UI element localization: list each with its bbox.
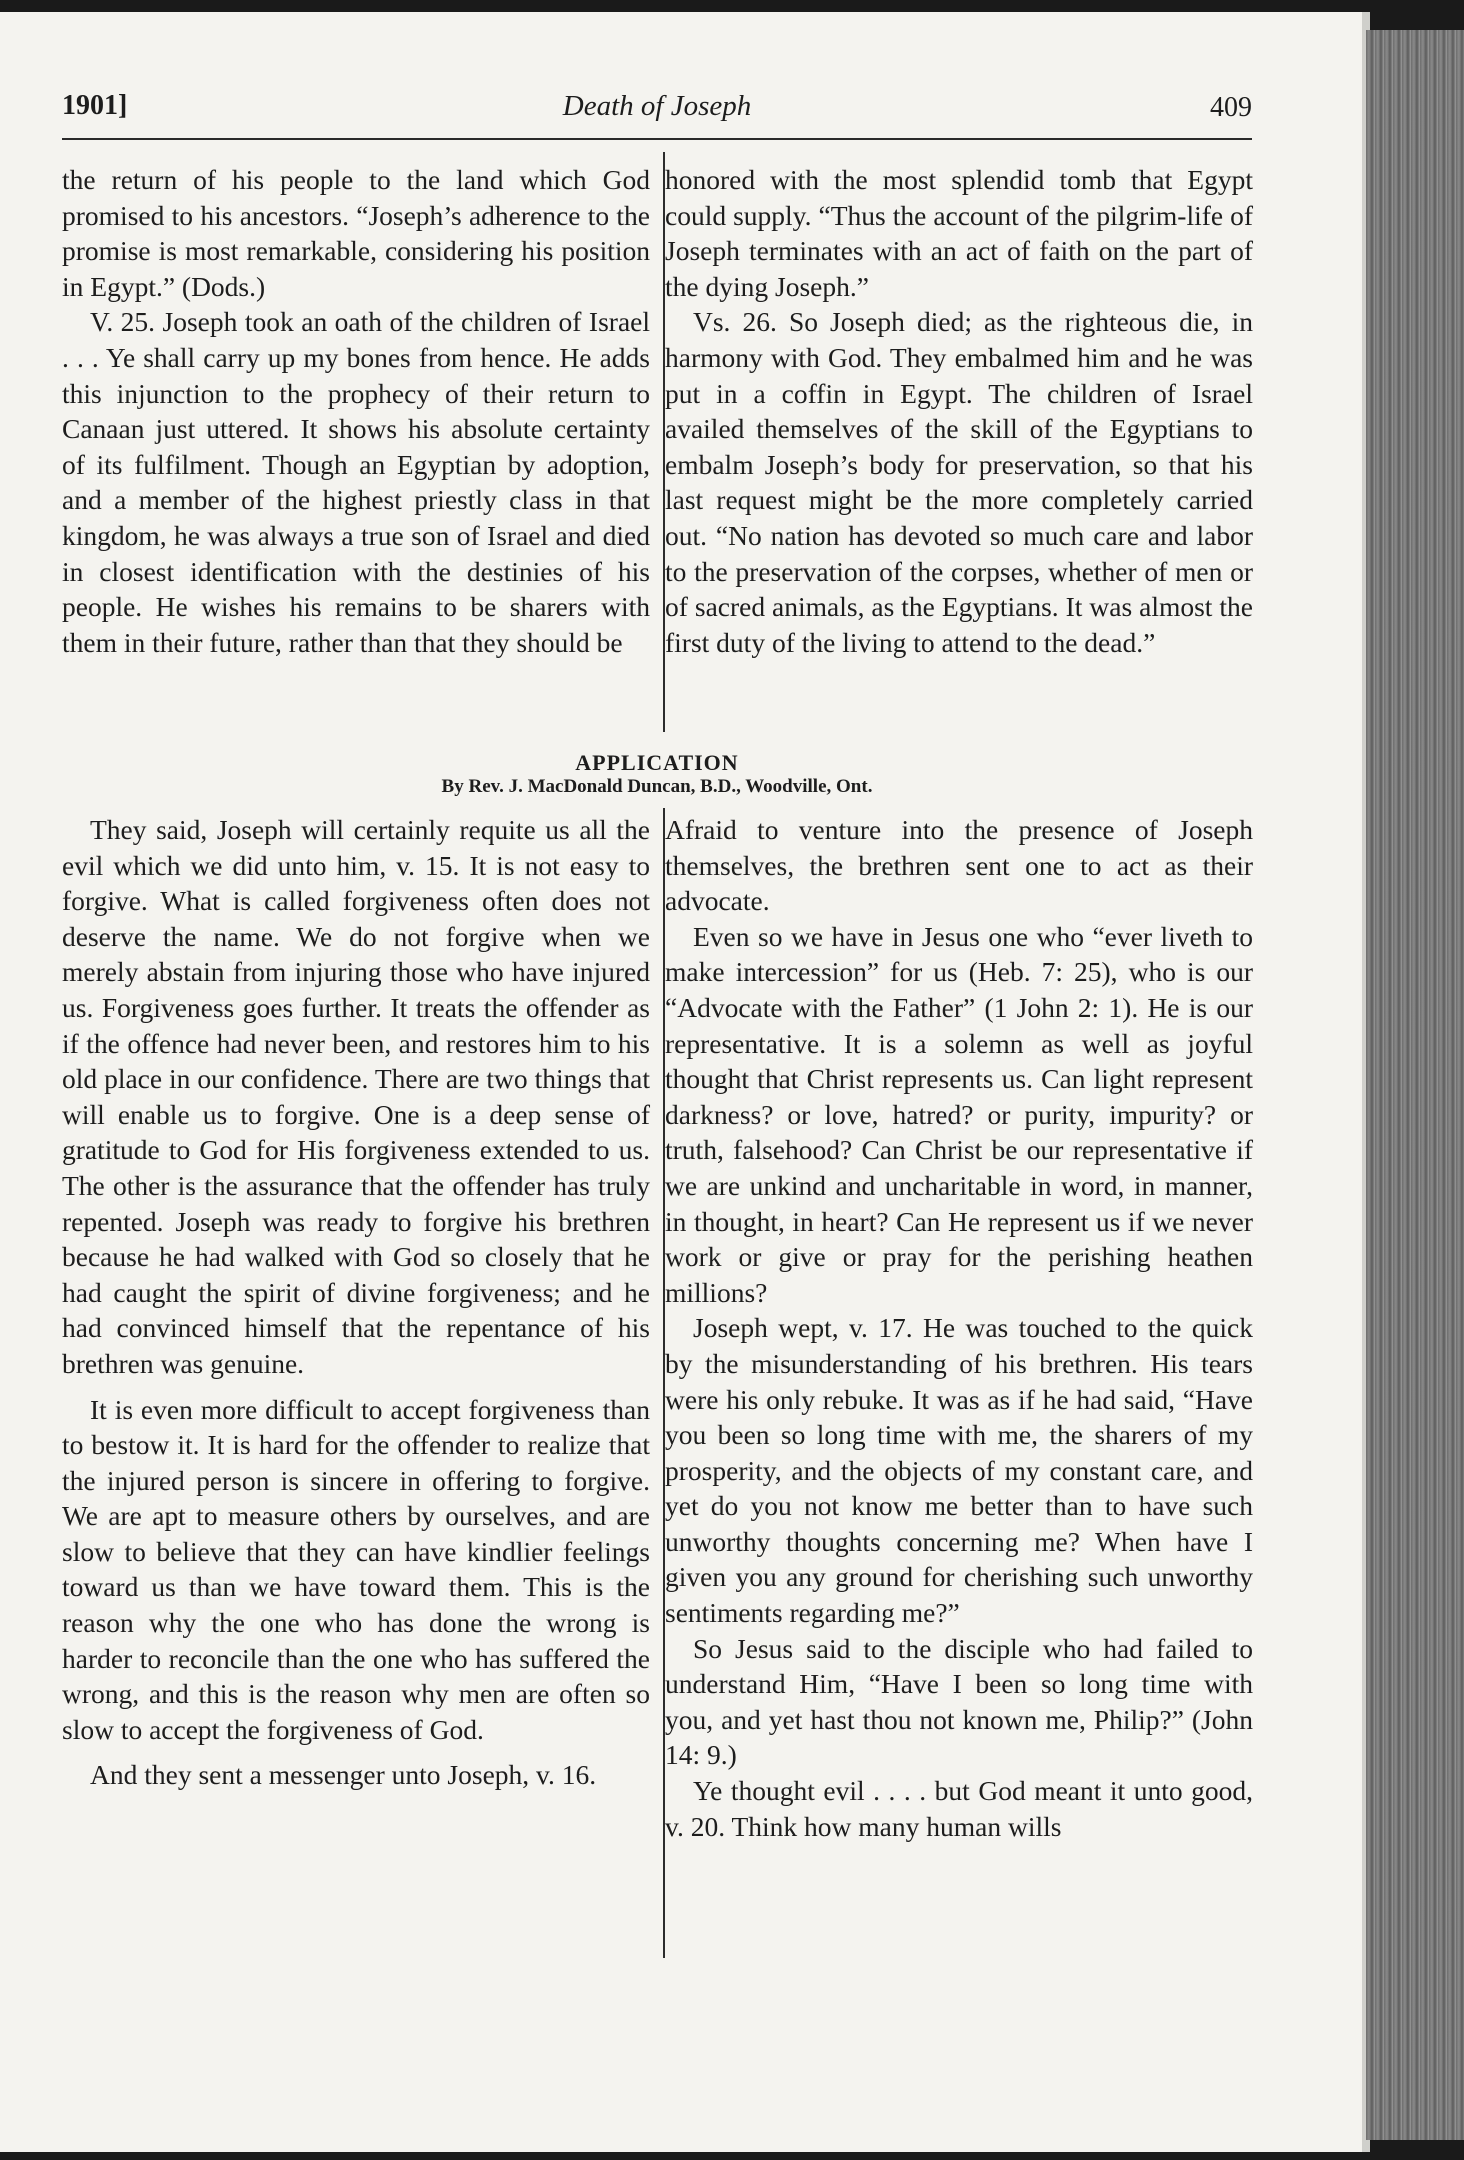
paragraph: honored with the most splendid tomb that Egypt could supply. “Thus the account of the pilgrim-life of Joseph terminates with an act of faith on the part of the dying Joseph.” (665, 164, 1253, 302)
paragraph: Joseph wept, v. 17. He was touched to the quick by the misunderstanding of his brethren. His tears were his only rebuke. It was as if he had said, “Have you been so long time with me, the sharers of my prosperity, and the objects of my constant care, and yet do you not know me better than to have such unworthy thoughts concerning me? When have I given you any ground for cherishing such unworthy sentiments regarding me?” (665, 1312, 1253, 1629)
header-year: 1901] (62, 90, 128, 121)
paragraph: So Jesus said to the disciple who had failed to understand Him, “Have I been so long time with you, and yet hast thou not known me, Philip?” (John 14: 9.) (665, 1632, 1253, 1771)
book-page (0, 12, 1370, 2152)
paragraph: Vs. 26. So Joseph died; as the righteous die, in harmony with God. They embalmed him and he was put in a coffin in Egypt. The children of Israel availed themselves of the skill of the Egyptians to embalm Joseph’s body for preservation, so that his last request might be the more completely carried out. “No nation has devoted so much care and labor to the preservation of the corpses, whether of men or of sacred animals, as the Egyptians. It was almost the first duty of the living to attend to the dead.” (665, 306, 1253, 658)
paragraph: Even so we have in Jesus one who “ever liveth to make intercession” for us (Heb. 7: 25), who is our “Advocate with the Father” (1 John 2: 1). He is our representative. It is a solemn as well as joyful thought that Christ represents us. Can light represent darkness? or love, hatred? or purity, impurity? or truth, falsehood? Can Christ be our representative if we are unkind and uncharitable in word, in manner, in thought, in heart? Can He represent us if we never work or give or pray for the perishing heathen millions? (665, 920, 1253, 1308)
top-right-column (665, 162, 1253, 660)
page-number: 409 (1210, 92, 1252, 123)
paragraph: Ye thought evil . . . . but God meant it unto good, v. 20. Think how many human wills (665, 1775, 1253, 1842)
paragraph: And they sent a messenger unto Joseph, v. 16. (90, 1759, 597, 1791)
paragraph: It is even more difficult to accept forgiveness than to bestow it. It is hard for the offender to realize that the injured person is sincere in offering to forgive. We are apt to measure others by ourselves, and are slow to believe that they can have kindlier feelings toward us than we have toward them. This is the reason why the one who has done the wrong is harder to reconcile than the one who has suffered the wrong, and this is the reason why men are often so slow to accept the forgiveness of God. (62, 1393, 650, 1745)
book-spine-edge (1366, 30, 1464, 2140)
section-heading: APPLICATION (575, 750, 739, 775)
top-left-column (62, 162, 650, 660)
header-title: Death of Joseph (562, 90, 752, 122)
paragraph: They said, Joseph will certainly requite us all the evil which we did unto him, v. 15. It is not easy to forgive. What is called forgiveness often does not deserve the name. We do not forgive when we merely abstain from injuring those who have injured us. Forgiveness goes further. It treats the offender as if the offence had never been, and restores him to his old place in our confidence. There are two things that will enable us to forgive. One is a deep sense of gratitude to God for His forgiveness extended to us. The other is the assurance that the offender has truly repented. Joseph was ready to forgive his brethren because he had walked with God so closely that he had caught the spirit of divine forgiveness; and he had convinced himself that the repentance of his brethren was genuine. (62, 814, 650, 1379)
running-header (62, 90, 1252, 140)
author-byline: By Rev. J. MacDonald Duncan, B.D., Woodville, Ont. (441, 776, 873, 797)
paragraph: Afraid to venture into the presence of Joseph themselves, the brethren sent one to act as their advocate. (665, 814, 1253, 917)
bottom-right-column (665, 812, 1253, 1844)
paragraph: the return of his people to the land which God promised to his ancestors. “Joseph’s adherence to the promise is most remarkable, considering his position in Egypt.” (Dods.) (62, 164, 650, 302)
bottom-left-column (62, 812, 650, 1793)
paragraph: V. 25. Joseph took an oath of the children of Israel . . . Ye shall carry up my bones from hence. He adds this injunction to the prophecy of their return to Canaan just uttered. It shows his absolute certainty of its fulfilment. Though an Egyptian by adoption, and a member of the highest priestly class in that kingdom, he was always a true son of Israel and died in closest identification with the destinies of his people. He wishes his remains to be sharers with them in their future, rather than that they should be (62, 306, 650, 658)
